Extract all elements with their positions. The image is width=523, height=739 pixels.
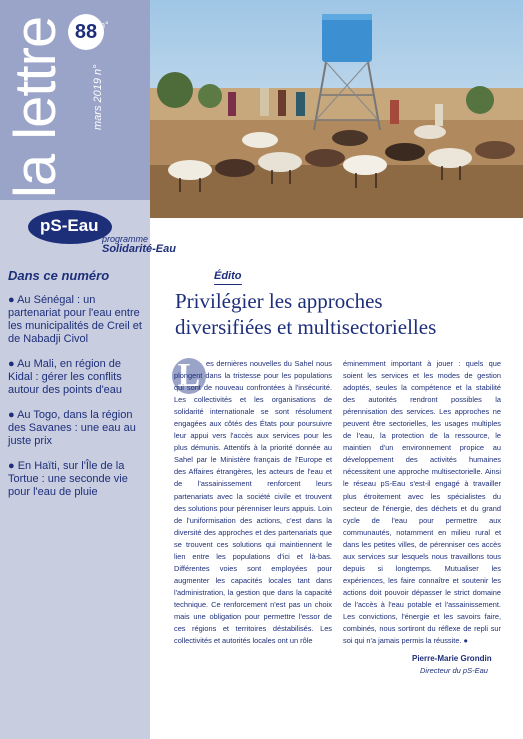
logo-program-name: Solidarité-Eau: [102, 243, 176, 255]
drop-cap: L: [172, 358, 206, 394]
signature-role: Directeur du pS-Eau: [420, 666, 488, 675]
logo-brand: pS-Eau: [40, 216, 99, 235]
logo-program-label: programme: [102, 234, 149, 244]
edito-column-left: [174, 358, 332, 647]
edito-headline: [175, 288, 505, 340]
edito-column-left-text: es dernières nouvelles du Sahel nous plongent dans la tristesse pour les populations qui sont de nouveau confrontées à l'insécurité. Les collectivités et les organisations de solidarité internationale se sont résolument engagées aux côtés des États pour poursuivre leur appui vers l'accès aux services pour les plus démunis. Attentifs à la priorité donnée au Sahel par le Ministère français de l'Europe et des Affaires étrangères, les acteurs de l'eau et de l'assainissement renforcent leurs partenariats avec la société civile et trouvent des solutions pour pérenniser leurs appuis. Loin de l'uniformisation des actions, c'est dans la diversité des approches et des partenariats que se trouvent ces solutions qui maintiennent le lien entre les populations d'ici et là-bas. Différentes voies sont employées pour augmenter les capacités locales tant dans l'administration, la gestion que dans la capacité technique. Ce renforcement n'est pas un choix mais une obligation pour permettre l'essor de ces régions et territoires déstabilisés. Les collectivités et autorités locales ont un rôle: [174, 359, 332, 646]
bullet-icon: ●: [8, 294, 18, 306]
toc-item-text: Au Sénégal : un partenariat pour l'eau entre les municipalités de Creil et de Nabadji Civol: [8, 294, 142, 345]
toc-item[interactable]: [8, 358, 146, 397]
headline-line-2: diversifiées et multisectorielles: [175, 315, 437, 339]
bullet-icon: ●: [8, 409, 18, 421]
toc-item-text: Au Mali, en région de Kidal : gérer les conflits autour des points d'eau: [8, 358, 123, 396]
toc-title: Dans ce numéro: [8, 268, 110, 283]
toc-item[interactable]: [8, 460, 146, 499]
signature-name: Pierre-Marie Grondin: [412, 654, 492, 663]
toc-item[interactable]: [8, 409, 146, 448]
edito-column-right: [343, 358, 501, 647]
cover-photo-illustration: [150, 0, 523, 218]
bullet-icon: ●: [8, 358, 18, 370]
issue-date: mars 2019 n°: [92, 64, 104, 130]
masthead-title: [2, 8, 72, 208]
edito-label: Édito: [214, 270, 242, 282]
issue-number-suffix: n°: [100, 20, 109, 30]
edito-underline: [214, 284, 242, 285]
headline-line-1: Privilégier les approches: [175, 289, 383, 313]
toc-item[interactable]: [8, 294, 146, 346]
edito-column-right-text: éminemment important à jouer : quels que soient les services et les modes de gestion adoptés, seules la compétence et la stabilité des autorités rendront possibles la pérennisation des services. Les approches ne peuvent être sectorielles, les usages multiples de l'eau, la protection de la ressource, le maintien d'un environnement propice au développement des activités humaines nécessitent une approche multisectorielle. Ainsi le réseau pS-Eau s'est-il engagé à travailler plus étroitement avec les spécialistes du secteur de l'énergie, des déchets et du grand cycle de l'eau pour permettre aux communautés, notamment en milieu rural et dans les petites villes, de pérenniser ces accès aux services sur lesquels nous travaillons tous depuis si longtemps. Mutualiser les expériences, les faire connaître et soutenir les actions doit pouvoir dépasser le strict domaine de l'accès à l'eau potable et l'assainissement. Les convictions, l'énergie et les savoirs faire, combinés, nous sortiront du réflexe de repli sur soi qui n'a jamais permis la réussite. ●: [343, 359, 501, 646]
cover-photo: [150, 0, 523, 218]
toc-item-text: En Haïti, sur l'Île de la Tortue : une seconde vie pour l'eau de pluie: [8, 460, 128, 498]
toc-item-text: Au Togo, dans la région des Savanes : une eau au juste prix: [8, 409, 136, 447]
bullet-icon: ●: [8, 460, 18, 472]
toc-list: [8, 294, 146, 511]
masthead-title-text: la lettre: [3, 16, 68, 198]
issue-number-badge: 88: [68, 14, 104, 50]
